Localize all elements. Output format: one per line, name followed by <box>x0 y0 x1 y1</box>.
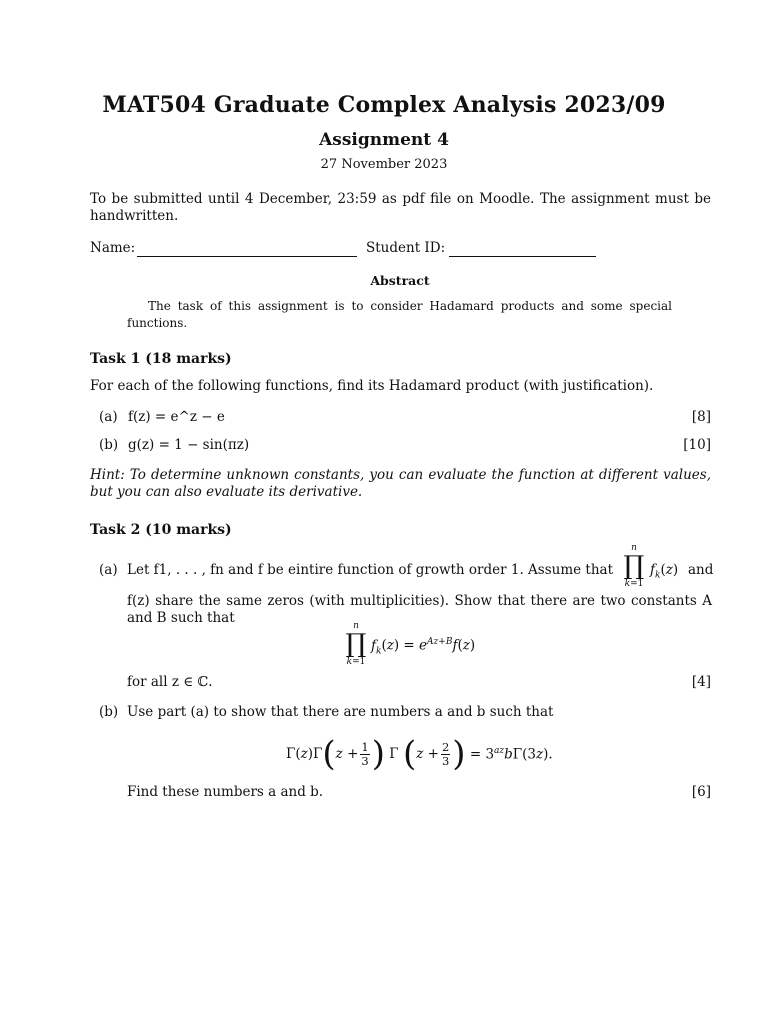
product-identity-formula: $f_k(z) = e^{Az+B}f(z)$ <box>371 637 476 657</box>
abstract-heading: Abstract <box>370 273 430 288</box>
task2-part-a-label: (a) <box>99 562 118 578</box>
task1-prompt: For each of the following functions, find its Hadamard product (with justification). <box>90 378 654 394</box>
task2-part-a-text1: Let f1, . . . , fn and f be eintire function of growth order 1. Assume that <box>127 562 614 578</box>
student-id-label: Student ID: <box>366 240 446 256</box>
product-term-inline: $f_k(z)$ <box>650 562 679 581</box>
task1-hint: Hint: To determine unknown constants, you can evaluate the function at different values, but you can also evaluate its derivative. <box>90 467 711 500</box>
task1-item-a-marks: [8] <box>691 409 711 425</box>
abstract-text: The task of this assignment is to consider Hadamard products and some special functions. <box>127 299 672 330</box>
task1-item-b-formula: g(z) = 1 − sin(πz) <box>128 437 250 453</box>
assignment-date: 27 November 2023 <box>320 157 448 172</box>
task2-part-a-text3: for all z ∈ ℂ. <box>127 674 213 690</box>
identity-fields <box>90 240 711 258</box>
name-field[interactable] <box>137 256 357 257</box>
product-symbol-display: n ∏ k=1 <box>345 621 367 667</box>
task2-heading: Task 2 (10 marks) <box>90 522 232 538</box>
task2-part-a-marks: [4] <box>691 674 711 690</box>
task2-part-b-label: (b) <box>99 704 119 720</box>
gamma-identity-formula: Γ(z)Γ ( z + $\frac{1}{3}$ ) Γ ( z + $\frac{2}{3}$ ) = $3^{az}b\Gamma(3z)$. <box>286 734 553 774</box>
assignment-subtitle: Assignment 4 <box>319 130 449 150</box>
task1-item-b-marks: [10] <box>683 437 711 453</box>
task2-part-b-marks: [6] <box>691 784 711 800</box>
submission-instructions: To be submitted until 4 December, 23:59 as pdf file on Moodle. The assignment must be handwritten. <box>90 191 711 224</box>
student-id-field[interactable] <box>449 256 596 257</box>
task2-part-a-text1-tail: and <box>688 562 714 578</box>
task2-part-b-text2: Find these numbers a and b. <box>127 784 324 800</box>
product-symbol-inline: n ∏ k=1 <box>623 543 645 589</box>
task2-part-a-text2: f(z) share the same zeros (with multiplicities). Show that there are two constants A and B such that <box>127 593 712 626</box>
task1-item-a-label: (a) <box>99 409 118 425</box>
task1-item-a-formula: f(z) = e^z − e <box>128 409 225 425</box>
task1-heading: Task 1 (18 marks) <box>90 351 232 367</box>
task1-item-b-label: (b) <box>99 437 119 453</box>
name-label: Name: <box>90 240 136 256</box>
task2-part-b-text1: Use part (a) to show that there are numbers a and b such that <box>127 704 554 720</box>
document-title: MAT504 Graduate Complex Analysis 2023/09 <box>102 92 666 118</box>
